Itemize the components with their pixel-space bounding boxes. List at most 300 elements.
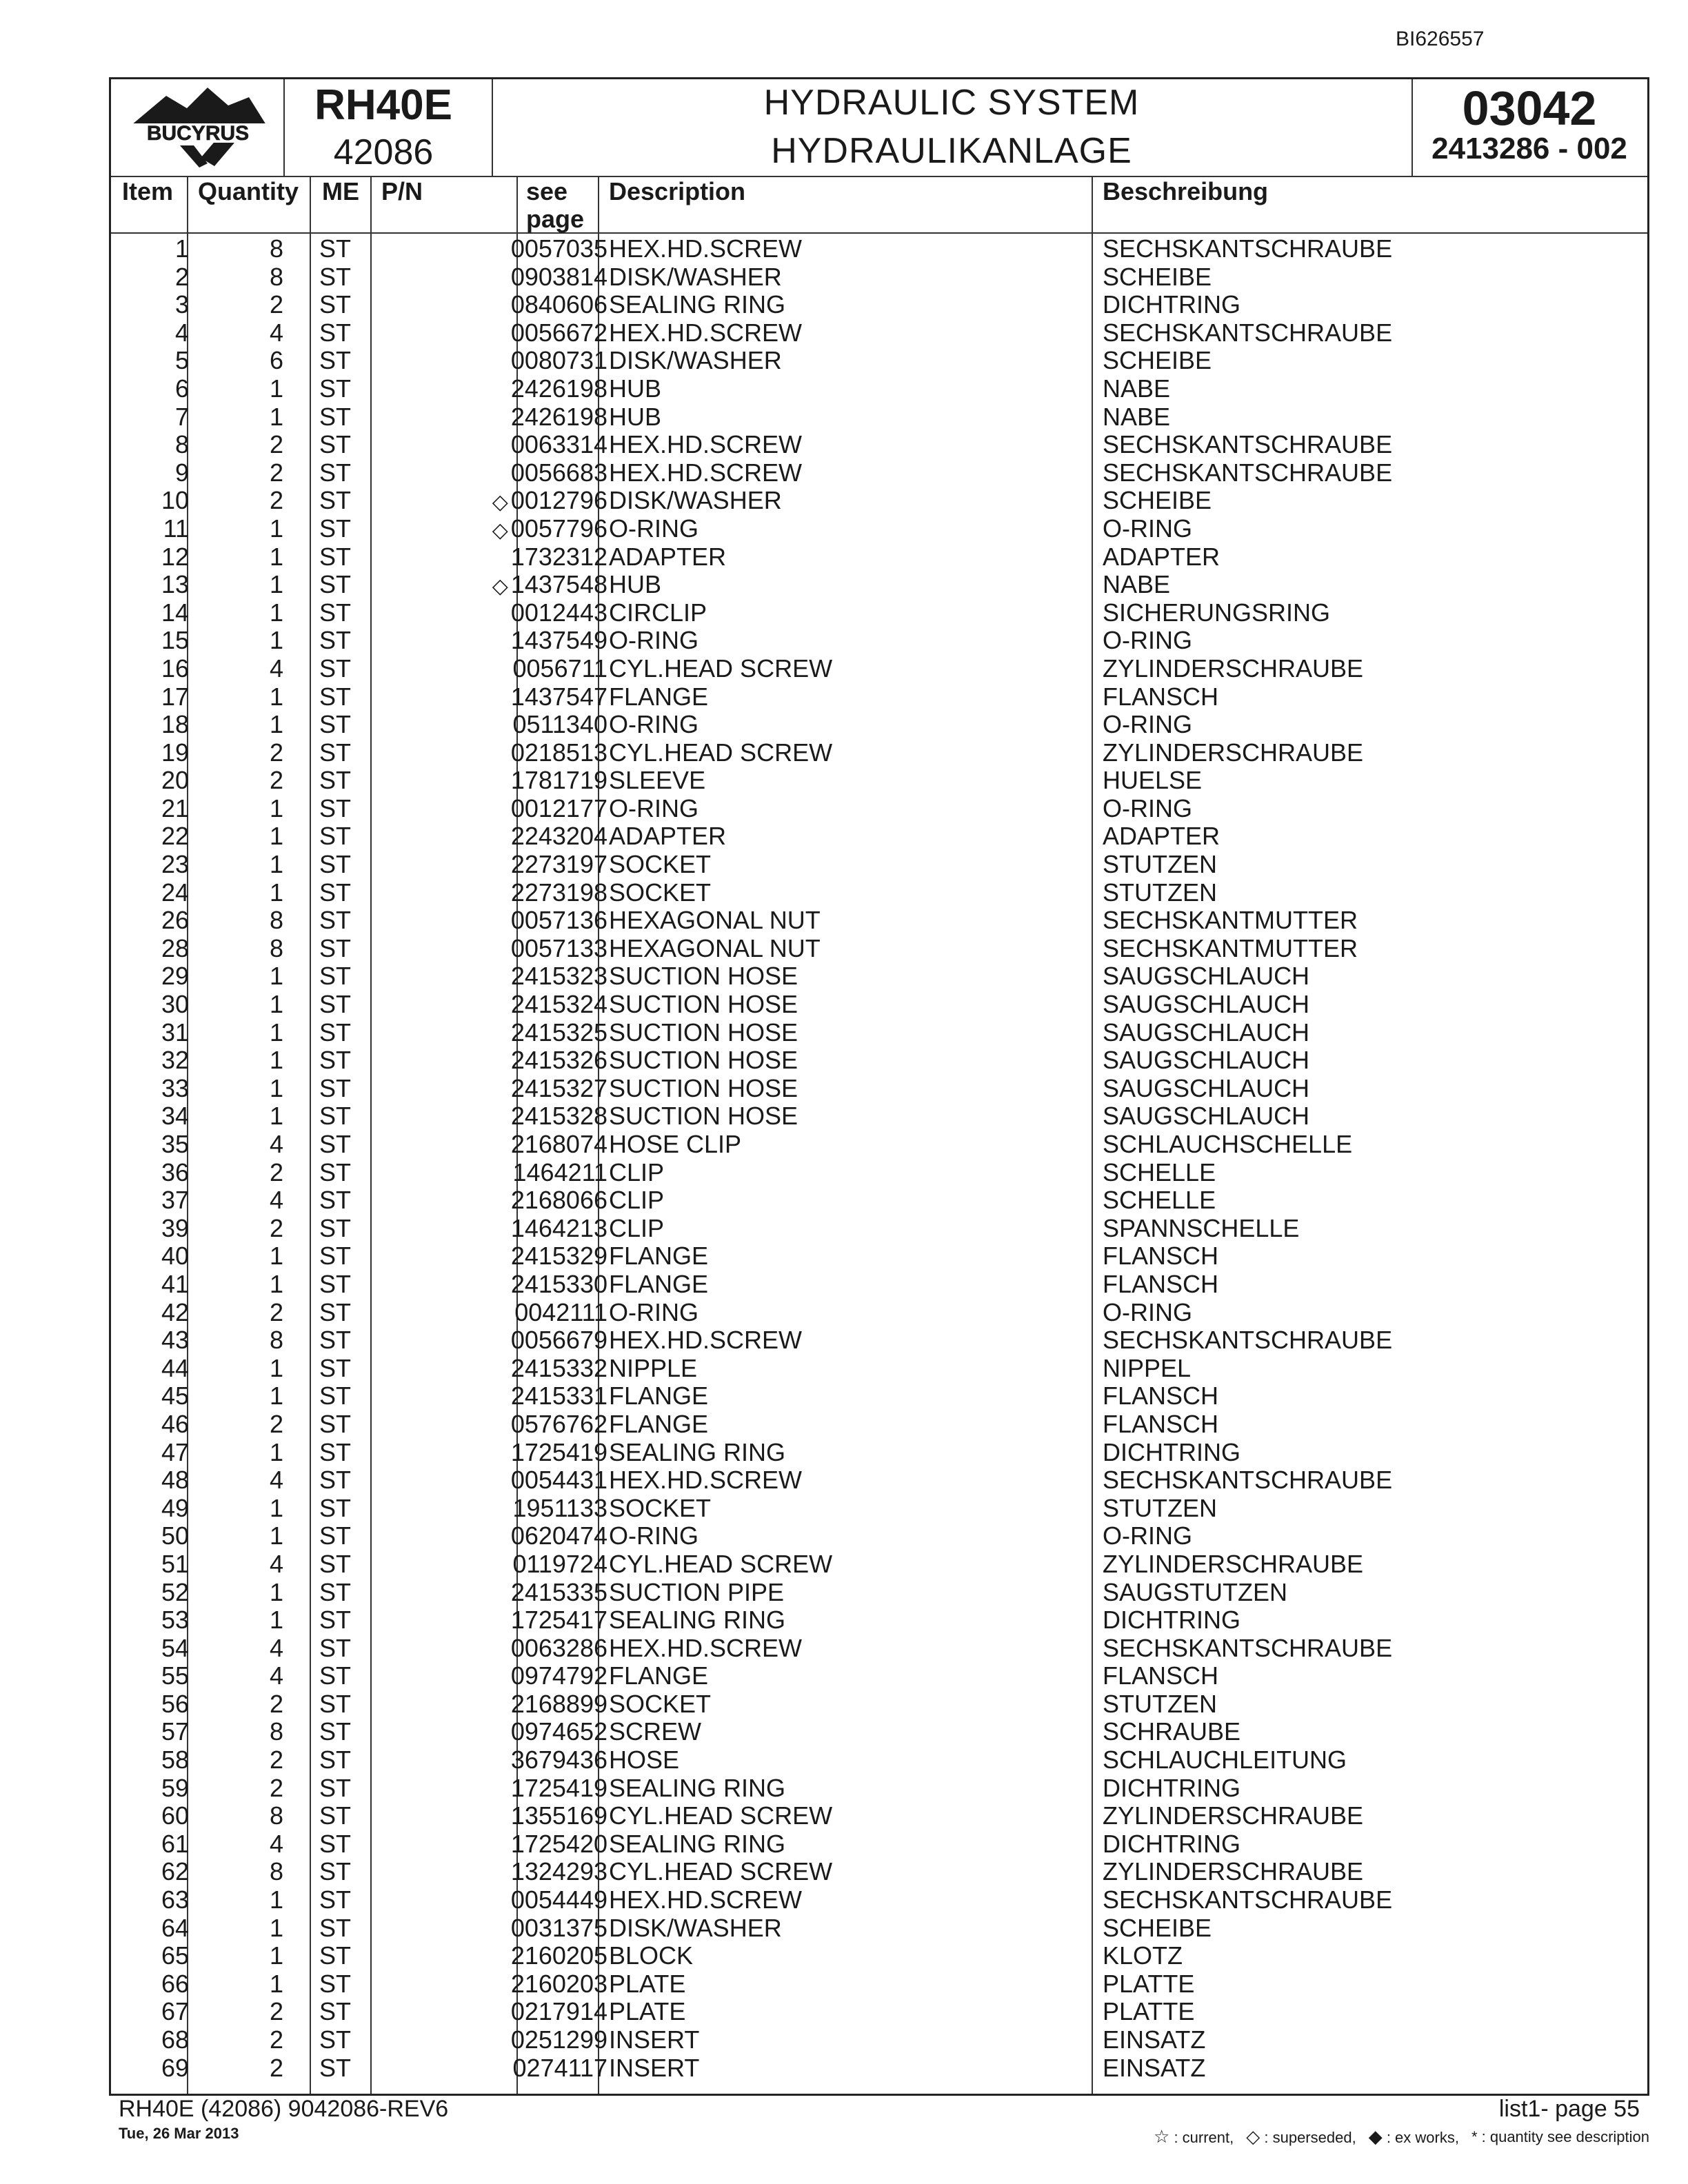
row-me: ST: [319, 933, 352, 962]
row-quantity: 2: [269, 1997, 283, 2026]
row-quantity: 8: [269, 262, 283, 291]
row-description: CYL.HEAD SCREW: [609, 1549, 833, 1578]
row-quantity: 1: [269, 514, 283, 543]
table-row: [111, 515, 1647, 543]
row-beschreibung: SECHSKANTSCHRAUBE: [1103, 318, 1393, 347]
title-german: HYDRAULIKANLAGE: [771, 131, 1132, 171]
row-description: CYL.HEAD SCREW: [609, 1857, 833, 1886]
table-row: [111, 1970, 1647, 1999]
row-pn: [511, 1131, 607, 1159]
diamond-outline-icon: ◇: [1246, 2126, 1260, 2147]
row-item: 5: [174, 346, 189, 375]
row-description: SUCTION HOSE: [609, 990, 798, 1019]
row-pn: [511, 627, 607, 655]
row-quantity: 1: [269, 1885, 283, 1914]
row-me: ST: [319, 374, 352, 403]
row-pn-text: 2273198: [510, 878, 607, 907]
footer-date: Tue, 26 Mar 2013: [119, 2125, 239, 2142]
row-me: ST: [319, 793, 352, 822]
row-pn-text: 1324293: [510, 1857, 607, 1886]
table-row: [111, 1355, 1647, 1383]
row-quantity: 2: [269, 1773, 283, 1802]
row-description: DISK/WASHER: [609, 486, 782, 515]
row-quantity: 2: [269, 430, 283, 459]
row-quantity: 1: [269, 1521, 283, 1550]
row-quantity: 1: [269, 1913, 283, 1942]
row-item: 58: [161, 1746, 189, 1775]
row-pn-text: 2415331: [510, 1382, 607, 1410]
row-item: 41: [161, 1269, 189, 1298]
row-quantity: 1: [269, 793, 283, 822]
row-pn: [511, 935, 607, 963]
row-pn: [511, 347, 607, 375]
row-pn: [511, 1718, 607, 1746]
row-quantity: 2: [269, 1409, 283, 1438]
row-quantity: 2: [269, 1746, 283, 1775]
row-beschreibung: ZYLINDERSCHRAUBE: [1103, 738, 1364, 767]
row-pn-text: 0217914: [510, 1997, 607, 2026]
row-quantity: 1: [269, 822, 283, 851]
row-pn-text: 1464213: [510, 1213, 607, 1242]
row-description: BLOCK: [609, 1941, 694, 1970]
row-beschreibung: PLATTE: [1103, 1997, 1195, 2026]
row-description: HEX.HD.SCREW: [609, 318, 803, 347]
row-item: 61: [161, 1829, 189, 1858]
row-pn: [511, 822, 607, 851]
row-quantity: 1: [269, 1606, 283, 1635]
row-description: SOCKET: [609, 1493, 712, 1522]
row-quantity: 1: [269, 1437, 283, 1466]
row-pn-text: 1437548: [510, 570, 607, 599]
row-item: 18: [161, 710, 189, 739]
row-description: SOCKET: [609, 1689, 712, 1718]
row-description: NIPPLE: [609, 1353, 698, 1382]
parts-table-body: [111, 235, 1647, 2082]
table-row: [111, 767, 1647, 795]
row-item: 3: [174, 290, 189, 319]
row-pn-text: 0057035: [510, 234, 607, 263]
row-quantity: 1: [269, 1577, 283, 1606]
table-row: [111, 1215, 1647, 1243]
table-row: [111, 1746, 1647, 1775]
row-beschreibung: DICHTRING: [1103, 1606, 1240, 1635]
row-me: ST: [319, 346, 352, 375]
row-me: ST: [319, 1773, 352, 1802]
row-pn: [511, 1970, 607, 1999]
row-beschreibung: FLANSCH: [1103, 682, 1219, 711]
row-description: CYL.HEAD SCREW: [609, 654, 833, 682]
row-pn-text: 1951133: [512, 1493, 607, 1522]
row-beschreibung: O-RING: [1103, 514, 1192, 543]
row-item: 49: [161, 1493, 189, 1522]
legend-superseded-text: : superseded,: [1264, 2129, 1356, 2146]
row-description: INSERT: [609, 2025, 700, 2054]
row-item: 39: [161, 1213, 189, 1242]
row-pn: [511, 319, 607, 347]
table-row: [111, 907, 1647, 935]
row-quantity: 1: [269, 850, 283, 879]
row-description: DISK/WASHER: [609, 1913, 782, 1942]
row-item: 33: [161, 1073, 189, 1102]
footer-document-ref: RH40E (42086) 9042086-REV6: [119, 2096, 449, 2122]
row-item: 11: [163, 514, 189, 543]
row-pn-text: 2160203: [510, 1969, 607, 1998]
table-row: [111, 1439, 1647, 1467]
row-beschreibung: STUTZEN: [1103, 850, 1217, 879]
row-beschreibung: ADAPTER: [1103, 822, 1220, 851]
row-description: HEX.HD.SCREW: [609, 430, 803, 459]
row-quantity: 4: [269, 318, 283, 347]
row-description: O-RING: [609, 793, 699, 822]
row-me: ST: [319, 1437, 352, 1466]
row-beschreibung: SECHSKANTSCHRAUBE: [1103, 1326, 1393, 1355]
row-pn: [511, 1271, 607, 1299]
row-description: HEX.HD.SCREW: [609, 234, 803, 263]
row-pn-text: 1725419: [510, 1437, 607, 1466]
row-quantity: 8: [269, 1857, 283, 1886]
row-pn: [513, 1159, 607, 1187]
row-beschreibung: SCHEIBE: [1103, 262, 1212, 291]
table-row: [111, 1998, 1647, 2026]
row-me: ST: [319, 738, 352, 767]
row-item: 59: [161, 1773, 189, 1802]
row-beschreibung: SECHSKANTSCHRAUBE: [1103, 1466, 1393, 1495]
row-me: ST: [319, 290, 352, 319]
row-item: 12: [161, 542, 189, 571]
row-description: ADAPTER: [609, 542, 727, 571]
star-outline-icon: ☆: [1154, 2126, 1170, 2147]
row-description: SCREW: [609, 1717, 701, 1746]
row-pn-text: 1437549: [510, 626, 607, 655]
col-beschreibung: Beschreibung: [1103, 177, 1269, 205]
row-description: HUB: [609, 402, 662, 431]
row-description: PLATE: [609, 1997, 686, 2026]
row-quantity: 2: [269, 290, 283, 319]
row-quantity: 2: [269, 1157, 283, 1186]
row-beschreibung: SAUGSCHLAUCH: [1103, 1073, 1310, 1102]
row-pn: [511, 795, 607, 823]
row-beschreibung: NABE: [1103, 402, 1171, 431]
row-pn-text: 2415328: [510, 1102, 607, 1131]
row-item: 51: [161, 1549, 189, 1578]
superseded-diamond-icon: ◇: [492, 518, 508, 542]
row-description: FLANGE: [609, 1661, 709, 1690]
row-description: CYL.HEAD SCREW: [609, 1801, 833, 1830]
row-item: 69: [161, 2053, 189, 2082]
table-row: [111, 1075, 1647, 1103]
row-beschreibung: SAUGSCHLAUCH: [1103, 1102, 1310, 1131]
table-row: [111, 739, 1647, 767]
col-me: ME: [322, 177, 359, 205]
row-quantity: 1: [269, 570, 283, 599]
row-pn-text: 0054449: [510, 1885, 607, 1914]
row-beschreibung: EINSATZ: [1103, 2025, 1206, 2054]
row-description: SEALING RING: [609, 1606, 786, 1635]
row-beschreibung: PLATTE: [1103, 1969, 1195, 1998]
row-description: SUCTION HOSE: [609, 1046, 798, 1075]
row-quantity: 1: [269, 962, 283, 991]
row-pn: [513, 1550, 607, 1579]
row-quantity: 4: [269, 1186, 283, 1215]
table-row: [111, 1690, 1647, 1719]
row-pn: [511, 1775, 607, 1803]
row-quantity: 1: [269, 682, 283, 711]
row-me: ST: [319, 1633, 352, 1662]
row-quantity: 1: [269, 542, 283, 571]
row-item: 9: [174, 458, 189, 487]
row-item: 10: [161, 486, 189, 515]
table-row: [111, 1858, 1647, 1886]
table-row: [111, 711, 1647, 739]
row-description: HEXAGONAL NUT: [609, 906, 821, 935]
row-me: ST: [319, 1857, 352, 1886]
row-description: O-RING: [609, 1297, 699, 1326]
drawing-number: 2413286 - 002: [1431, 132, 1627, 165]
row-pn-text: 2415327: [510, 1073, 607, 1102]
row-pn: [511, 1662, 607, 1690]
table-row: [111, 571, 1647, 599]
table-row: [111, 1271, 1647, 1299]
row-me: ST: [319, 1969, 352, 1998]
row-beschreibung: SCHRAUBE: [1103, 1717, 1241, 1746]
table-row: [111, 1382, 1647, 1410]
row-beschreibung: SECHSKANTMUTTER: [1103, 906, 1358, 935]
row-pn: [511, 543, 607, 572]
row-me: ST: [319, 962, 352, 991]
row-pn: [492, 515, 607, 545]
row-pn-text: 1725419: [510, 1773, 607, 1802]
row-quantity: 1: [269, 1046, 283, 1075]
row-beschreibung: SAUGSCHLAUCH: [1103, 1046, 1310, 1075]
row-beschreibung: O-RING: [1103, 793, 1192, 822]
row-beschreibung: STUTZEN: [1103, 1689, 1217, 1718]
row-me: ST: [319, 1549, 352, 1578]
row-pn-text: 0620474: [510, 1521, 607, 1550]
row-pn: [511, 291, 607, 319]
row-beschreibung: SECHSKANTSCHRAUBE: [1103, 1885, 1393, 1914]
row-me: ST: [319, 1102, 352, 1131]
row-me: ST: [319, 1829, 352, 1858]
table-row: [111, 263, 1647, 292]
row-item: 60: [161, 1801, 189, 1830]
column-header-rule: [111, 232, 1647, 234]
row-item: 6: [174, 374, 189, 403]
row-quantity: 2: [269, 458, 283, 487]
row-pn-text: 2168074: [510, 1130, 607, 1158]
table-row: [111, 375, 1647, 403]
row-pn: [511, 1046, 607, 1075]
row-description: HEXAGONAL NUT: [609, 933, 821, 962]
row-quantity: 1: [269, 1018, 283, 1046]
row-pn-text: 0057796: [510, 514, 607, 543]
row-beschreibung: STUTZEN: [1103, 1493, 1217, 1522]
row-quantity: 1: [269, 710, 283, 739]
table-row: [111, 683, 1647, 711]
row-description: ADAPTER: [609, 822, 727, 851]
row-description: SEALING RING: [609, 290, 786, 319]
table-row: [111, 1186, 1647, 1215]
row-pn: [511, 1355, 607, 1383]
row-pn-text: 0218513: [510, 738, 607, 767]
row-pn-text: 2415332: [510, 1353, 607, 1382]
row-quantity: 1: [269, 374, 283, 403]
row-pn: [511, 1606, 607, 1635]
row-beschreibung: EINSATZ: [1103, 2053, 1206, 2082]
row-item: 53: [161, 1606, 189, 1635]
row-beschreibung: SCHELLE: [1103, 1157, 1216, 1186]
row-quantity: 8: [269, 1326, 283, 1355]
row-quantity: 2: [269, 2025, 283, 2054]
table-row: [111, 235, 1647, 263]
row-item: 7: [174, 402, 189, 431]
row-me: ST: [319, 1717, 352, 1746]
row-me: ST: [319, 234, 352, 263]
row-me: ST: [319, 1353, 352, 1382]
row-pn-text: 1464211: [512, 1157, 607, 1186]
table-row: [111, 1830, 1647, 1859]
row-description: O-RING: [609, 1521, 699, 1550]
row-me: ST: [319, 822, 352, 851]
row-quantity: 8: [269, 933, 283, 962]
row-me: ST: [319, 1213, 352, 1242]
row-quantity: 1: [269, 1941, 283, 1970]
row-me: ST: [319, 878, 352, 907]
row-beschreibung: NIPPEL: [1103, 1353, 1192, 1382]
row-item: 13: [161, 570, 189, 599]
table-row: [111, 1775, 1647, 1803]
row-me: ST: [319, 1046, 352, 1075]
table-row: [111, 319, 1647, 347]
group-block: [1411, 79, 1647, 176]
row-beschreibung: KLOTZ: [1103, 1941, 1183, 1970]
row-description: FLANGE: [609, 1242, 709, 1271]
row-pn: [511, 1019, 607, 1047]
row-quantity: 4: [269, 654, 283, 682]
row-pn-text: 1437547: [510, 682, 607, 711]
row-pn: [511, 1886, 607, 1914]
row-pn: [511, 1830, 607, 1859]
row-me: ST: [319, 626, 352, 655]
row-beschreibung: FLANSCH: [1103, 1242, 1219, 1271]
row-quantity: 8: [269, 906, 283, 935]
row-item: 35: [161, 1130, 189, 1158]
row-me: ST: [319, 1493, 352, 1522]
row-description: HUB: [609, 374, 662, 403]
row-item: 32: [161, 1046, 189, 1075]
row-quantity: 4: [269, 1549, 283, 1578]
table-row: [111, 347, 1647, 375]
row-me: ST: [319, 1801, 352, 1830]
row-me: ST: [319, 430, 352, 459]
row-pn-text: 0119724: [512, 1549, 607, 1578]
row-me: ST: [319, 514, 352, 543]
row-quantity: 1: [269, 878, 283, 907]
row-quantity: 6: [269, 346, 283, 375]
row-beschreibung: FLANSCH: [1103, 1382, 1219, 1410]
row-description: SUCTION HOSE: [609, 1018, 798, 1046]
row-pn-text: 1725417: [510, 1606, 607, 1635]
row-me: ST: [319, 1913, 352, 1942]
row-me: ST: [319, 1186, 352, 1215]
parts-list-frame: [109, 77, 1649, 2096]
row-item: 26: [161, 906, 189, 935]
row-beschreibung: DICHTRING: [1103, 1773, 1240, 1802]
table-row: [111, 962, 1647, 991]
row-pn-text: 0056683: [510, 458, 607, 487]
row-beschreibung: SICHERUNGSRING: [1103, 598, 1331, 627]
legend-current: [1154, 2126, 1234, 2147]
row-description: DISK/WASHER: [609, 262, 782, 291]
row-description: CIRCLIP: [609, 598, 707, 627]
row-pn-text: 1732312: [510, 542, 607, 571]
row-beschreibung: SCHLAUCHSCHELLE: [1103, 1130, 1353, 1158]
row-me: ST: [319, 486, 352, 515]
title-block: [492, 79, 1411, 176]
row-item: 43: [161, 1326, 189, 1355]
row-description: SOCKET: [609, 878, 712, 907]
row-description: O-RING: [609, 514, 699, 543]
row-pn-text: 0903814: [510, 262, 607, 291]
row-description: SUCTION HOSE: [609, 1073, 798, 1102]
row-item: 67: [161, 1997, 189, 2026]
row-pn-text: 2415329: [510, 1242, 607, 1271]
table-row: [111, 851, 1647, 879]
row-description: HEX.HD.SCREW: [609, 1633, 803, 1662]
row-beschreibung: O-RING: [1103, 710, 1192, 739]
row-me: ST: [319, 1521, 352, 1550]
row-beschreibung: O-RING: [1103, 626, 1192, 655]
row-beschreibung: SAUGSCHLAUCH: [1103, 962, 1310, 991]
row-beschreibung: SCHEIBE: [1103, 486, 1212, 515]
row-pn-text: 0012796: [510, 486, 607, 515]
row-item: 62: [161, 1857, 189, 1886]
row-quantity: 8: [269, 1717, 283, 1746]
table-row: [111, 543, 1647, 572]
row-item: 57: [161, 1717, 189, 1746]
table-row: [111, 822, 1647, 851]
row-beschreibung: STUTZEN: [1103, 878, 1217, 907]
row-pn-text: 0063314: [510, 430, 607, 459]
svg-text:BUCYRUS: BUCYRUS: [146, 122, 250, 145]
row-pn-text: 2168899: [510, 1689, 607, 1718]
row-pn: [511, 1522, 607, 1550]
row-pn: [492, 487, 607, 517]
row-quantity: 4: [269, 1829, 283, 1858]
table-row: [111, 403, 1647, 432]
row-description: SUCTION HOSE: [609, 1102, 798, 1131]
row-pn: [511, 1746, 607, 1775]
row-description: CYL.HEAD SCREW: [609, 738, 833, 767]
row-description: O-RING: [609, 626, 699, 655]
row-description: SOCKET: [609, 850, 712, 879]
row-item: 64: [161, 1913, 189, 1942]
row-quantity: 1: [269, 1269, 283, 1298]
row-pn-text: 0840606: [510, 290, 607, 319]
row-beschreibung: ZYLINDERSCHRAUBE: [1103, 1549, 1364, 1578]
row-beschreibung: SECHSKANTSCHRAUBE: [1103, 1633, 1393, 1662]
table-row: [111, 1606, 1647, 1635]
row-pn-text: 0012443: [510, 598, 607, 627]
row-item: 28: [161, 933, 189, 962]
row-description: FLANGE: [609, 682, 709, 711]
footer-page: list1- page 55: [1498, 2096, 1640, 2122]
row-me: ST: [319, 1018, 352, 1046]
row-me: ST: [319, 458, 352, 487]
row-description: CLIP: [609, 1157, 665, 1186]
row-item: 34: [161, 1102, 189, 1131]
row-description: HEX.HD.SCREW: [609, 458, 803, 487]
table-row: [111, 2026, 1647, 2054]
